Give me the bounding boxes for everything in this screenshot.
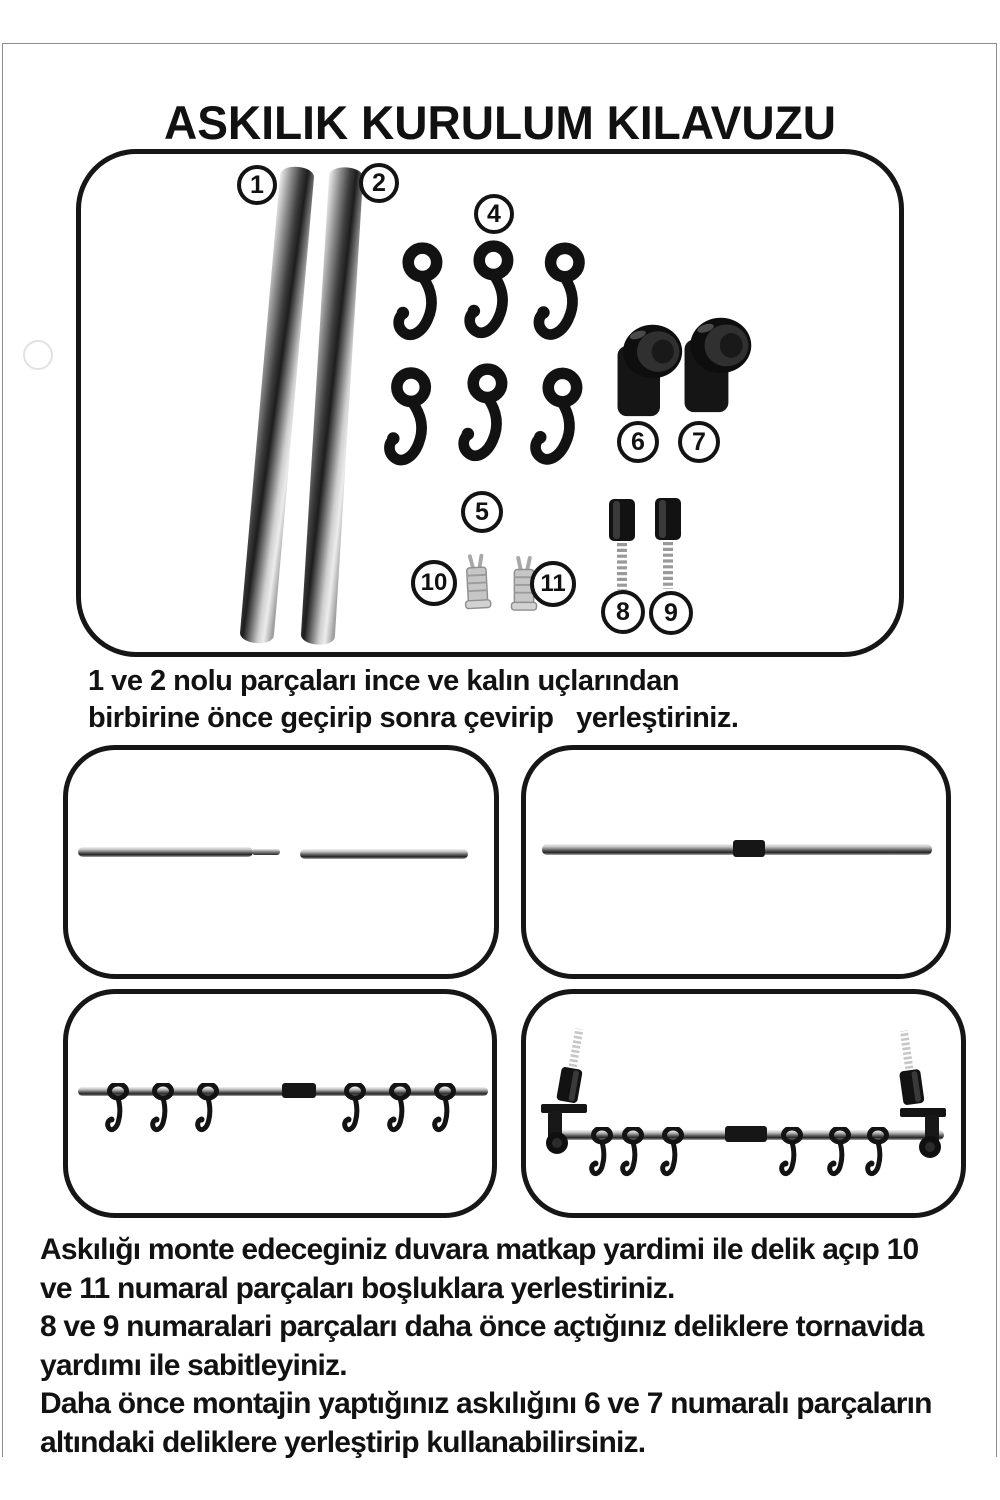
chrome-tube-1 <box>239 165 315 644</box>
mini-hook-icon <box>387 1083 413 1145</box>
hole-punch <box>23 340 53 370</box>
page-title: ASKILIK KURULUM KILAVUZU <box>163 96 837 149</box>
step-box-full-assembly <box>521 989 966 1218</box>
s-hook-icon <box>517 240 601 363</box>
part-number-badge <box>649 591 693 635</box>
screw-icon <box>606 497 638 593</box>
mini-hook-icon <box>195 1083 221 1145</box>
instruction-line: Daha önce montajin yaptığınız askılığını 6 ve 7 numaralı parçaların <box>40 1387 932 1420</box>
step1-instruction <box>88 663 738 737</box>
rod-connector <box>725 1126 767 1142</box>
mini-hook-icon <box>865 1127 891 1189</box>
mini-hook-icon <box>827 1127 853 1189</box>
instruction-line: ve 11 numaral parçaları boşluklara yerlestiriniz. <box>40 1271 675 1305</box>
instruction-line: 8 ve 9 numaralari parçaları daha önce açtığınız deliklere tornavida <box>40 1310 924 1343</box>
step1-line: birbirine önce geçirip sonra çevirip yerleştiriniz. <box>88 702 739 734</box>
mini-hook-icon <box>150 1083 176 1145</box>
part-number: 6 <box>631 427 645 456</box>
mini-hook-icon <box>660 1127 686 1189</box>
screw-icon <box>553 1024 592 1105</box>
screw-icon <box>891 1027 928 1108</box>
step-box-separate-tubes <box>63 745 499 979</box>
step1-line: 1 ve 2 nolu parçaları ince ve kalın uçlarından <box>88 665 680 697</box>
part-number: 11 <box>540 570 566 597</box>
rod-connector <box>733 840 765 857</box>
end-bracket-icon <box>899 1102 947 1160</box>
instruction-line: Askılığı monte edeceginiz duvara matkap yardimi ile delik açıp 10 <box>40 1233 919 1266</box>
part-number-badge <box>461 491 503 533</box>
part-number: 10 <box>420 569 448 596</box>
mini-hook-icon <box>589 1127 615 1189</box>
part-number-badge <box>474 194 514 234</box>
part-number-badge <box>237 165 277 205</box>
instruction-line: yardımı ile sabitleyiniz. <box>40 1348 347 1382</box>
s-hook-icon <box>513 364 599 488</box>
rod-thin-tip <box>252 849 280 855</box>
mini-hook-icon <box>779 1127 805 1189</box>
part-number: 8 <box>616 597 630 626</box>
s-hook-icon <box>443 362 523 482</box>
mini-hook-icon <box>105 1083 131 1145</box>
s-hook-icon <box>366 365 450 488</box>
step-box-joined-tube <box>521 745 951 979</box>
mini-hook-icon <box>432 1083 458 1145</box>
part-number: 7 <box>692 427 706 456</box>
mini-hook-icon <box>620 1127 646 1189</box>
part-number-badge <box>411 560 457 606</box>
end-bracket-icon <box>540 1098 588 1156</box>
rod-half <box>300 849 468 859</box>
wall-bracket-icon <box>676 313 756 416</box>
instruction-line: altındaki deliklere yerleştirip kullanabilirsiniz. <box>40 1425 646 1459</box>
mounting-instructions <box>40 1231 932 1462</box>
part-number: 9 <box>664 598 678 627</box>
wall-bracket-icon <box>612 318 684 422</box>
part-number-badge <box>601 590 645 634</box>
step-box-rod-with-hooks <box>63 989 497 1218</box>
part-number: 1 <box>250 170 264 199</box>
part-number: 2 <box>372 168 386 197</box>
part-number-badge <box>617 421 659 463</box>
part-number-badge <box>359 163 399 203</box>
rod-half <box>78 847 253 857</box>
part-number: 5 <box>475 497 489 526</box>
mini-hook-icon <box>342 1083 368 1145</box>
rod-connector <box>282 1083 316 1098</box>
parts-overview-box <box>76 149 904 657</box>
s-hook-icon <box>378 241 458 361</box>
part-number-badge <box>530 561 576 607</box>
part-number: 4 <box>487 199 501 228</box>
chrome-tube-2 <box>300 166 363 645</box>
wall-anchor-icon <box>461 553 494 610</box>
part-number-badge <box>678 421 720 463</box>
screw-icon <box>652 496 684 592</box>
